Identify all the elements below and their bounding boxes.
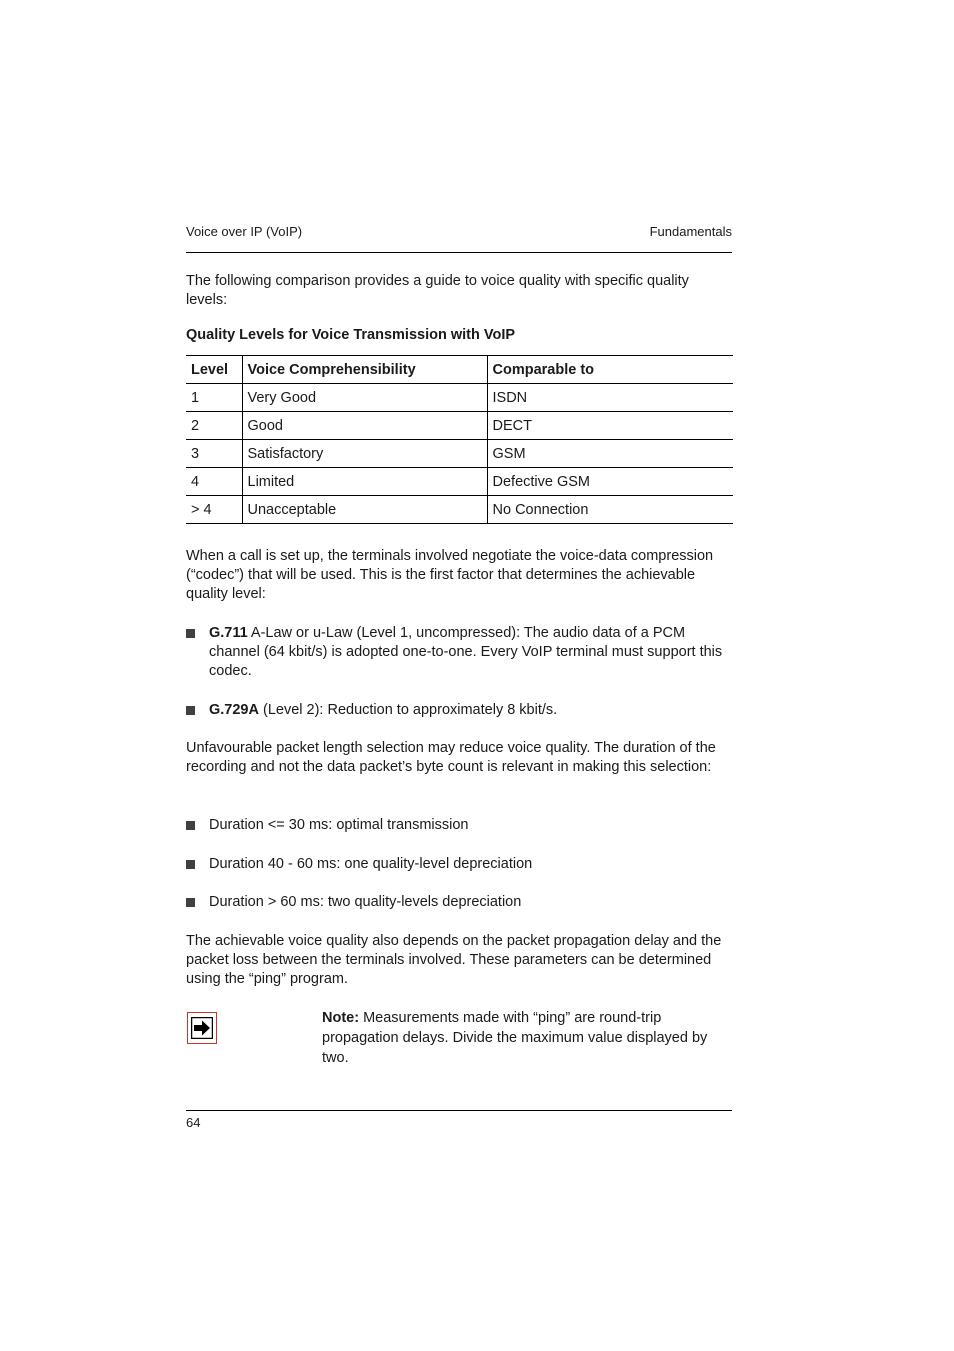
cell-comprehensibility: Satisfactory <box>242 440 487 468</box>
bullet-square-icon <box>186 898 195 907</box>
delay-paragraph: The achievable voice quality also depends on the packet propagation delay and the packet loss between the terminals involved. These parameters can be determined using the “ping” program. <box>186 933 722 988</box>
cell-level: > 4 <box>186 496 242 524</box>
bullet-square-icon <box>186 629 195 638</box>
page-footer <box>186 1110 732 1130</box>
cell-comprehensibility: Good <box>242 412 487 440</box>
cell-comprehensibility: Very Good <box>242 384 487 412</box>
header-section: Fundamentals <box>649 224 732 239</box>
note-box <box>322 1008 732 1068</box>
header-chapter: Voice over IP (VoIP) <box>186 224 303 239</box>
arrow-right-icon <box>187 1012 217 1044</box>
page-header <box>186 222 732 253</box>
duration-text: Duration 40 - 60 ms: one quality-level depreciation <box>209 856 533 872</box>
table-row <box>186 440 733 468</box>
cell-comparable: No Connection <box>487 496 733 524</box>
table-row <box>186 496 733 524</box>
cell-level: 1 <box>186 384 242 412</box>
duration-text: Duration <= 30 ms: optimal transmission <box>209 817 469 833</box>
note-text: Measurements made with “ping” are round-trip propagation delays. Divide the maximum value displayed by two. <box>322 1010 708 1066</box>
codec-description: (Level 2): Reduction to approximately 8 kbit/s. <box>258 702 558 718</box>
table-row <box>186 468 733 496</box>
cell-comparable: GSM <box>487 440 733 468</box>
table-row <box>186 384 733 412</box>
intro-paragraph: The following comparison provides a guide to voice quality with specific quality levels: <box>186 273 689 309</box>
codec-description: A-Law or u-Law (Level 1, uncompressed): The audio data of a PCM channel (64 kbit/s) is adopted one-to-one. Every VoIP terminal must support this codec. <box>209 625 723 680</box>
cell-level: 2 <box>186 412 242 440</box>
cell-level: 4 <box>186 468 242 496</box>
list-item <box>186 624 732 682</box>
page-number: 64 <box>186 1115 201 1130</box>
table-caption: Quality Levels for Voice Transmission with VoIP <box>186 327 516 343</box>
list-item <box>186 893 732 912</box>
cell-comparable: ISDN <box>487 384 733 412</box>
duration-text: Duration > 60 ms: two quality-levels depreciation <box>209 894 522 910</box>
bullet-square-icon <box>186 706 195 715</box>
cell-comprehensibility: Limited <box>242 468 487 496</box>
table-header-row <box>186 356 733 384</box>
list-item <box>186 855 732 874</box>
packet-paragraph: Unfavourable packet length selection may reduce voice quality. The duration of the recording and not the data packet’s byte count is relevant in making this selection: <box>186 740 716 776</box>
list-item <box>186 816 732 835</box>
cell-comparable: Defective GSM <box>487 468 733 496</box>
bullet-square-icon <box>186 821 195 830</box>
table-row <box>186 412 733 440</box>
column-header-level: Level <box>186 356 242 384</box>
quality-levels-table <box>186 355 733 524</box>
codec-paragraph: When a call is set up, the terminals involved negotiate the voice-data compression (“codec”) that will be used. This is the first factor that determines the achievable quality level: <box>186 548 714 603</box>
codec-name: G.729A <box>209 702 259 718</box>
bullet-square-icon <box>186 860 195 869</box>
column-header-comparable: Comparable to <box>487 356 733 384</box>
cell-comprehensibility: Unacceptable <box>242 496 487 524</box>
cell-level: 3 <box>186 440 242 468</box>
cell-comparable: DECT <box>487 412 733 440</box>
column-header-comprehensibility: Voice Comprehensibility <box>242 356 487 384</box>
list-item <box>186 701 732 720</box>
note-label: Note: <box>322 1010 360 1026</box>
codec-name: G.711 <box>209 625 248 641</box>
